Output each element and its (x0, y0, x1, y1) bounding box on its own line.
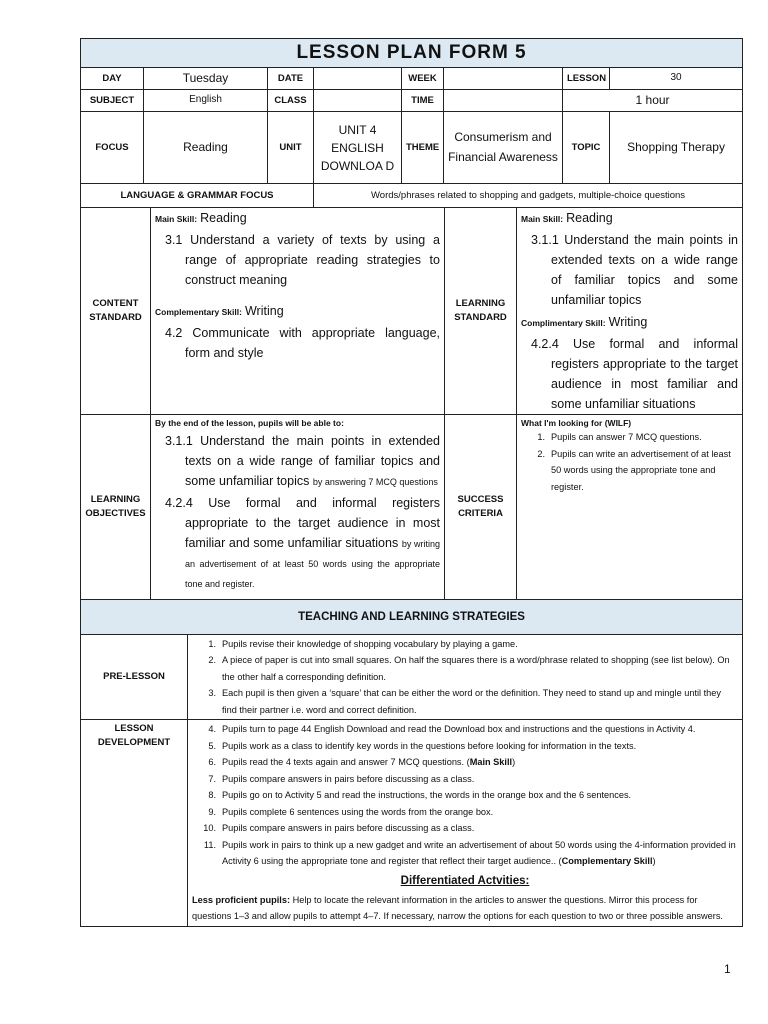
wilf-step-number: 2. (537, 448, 545, 459)
cs-main-skill-label: Main Skill: (155, 214, 198, 224)
development-step-number: 10. (203, 823, 216, 834)
time-label: TIME (402, 90, 444, 112)
development-step-text: Pupils complete 6 sentences using the words from the orange box. (222, 806, 494, 817)
development-step-text: Pupils work in pairs to think up a new gadget and write an advertisement of about 50 words using the 4-information provided in Activity 6 using the appropriate tone and register that reflect their target audience.. ( (222, 839, 736, 867)
development-step-text: Pupils compare answers in pairs before discussing as a class. (222, 773, 475, 784)
subject-label: SUBJECT (81, 90, 144, 112)
learning-standard-cell (517, 208, 743, 415)
development-step (192, 820, 738, 837)
topic-value: Shopping Therapy (610, 112, 743, 184)
week-label: WEEK (402, 68, 444, 90)
wilf-step-number: 1. (537, 432, 545, 443)
strategies-title: TEACHING AND LEARNING STRATEGIES (81, 599, 743, 634)
development-step-text: Pupils read the 4 texts again and answer 7 MCQ questions. ( (222, 757, 470, 768)
page-number: 1 (724, 962, 731, 976)
ls-main-item: 3.1.1 Understand the main points in extended texts on a wide range of familiar topics and some unfamiliar topics (531, 232, 738, 307)
pre-lesson-step-text: Pupils revise their knowledge of shopping vocabulary by playing a game. (222, 638, 518, 649)
development-step-skill: Main Skill (469, 757, 513, 768)
lang-focus-value: Words/phrases related to shopping and gadgets, multiple-choice questions (314, 184, 743, 208)
focus-label: FOCUS (81, 112, 144, 184)
cs-comp-skill-label: Complementary Skill: (155, 306, 242, 317)
lesson-development-cell (188, 720, 743, 926)
cs-main-skill: Reading (200, 211, 247, 225)
unit-label: UNIT (268, 112, 314, 184)
success-criteria-label: SUCCESS CRITERIA (445, 414, 517, 599)
pre-lesson-label: PRE-LESSON (81, 634, 188, 720)
date-label: DATE (268, 68, 314, 90)
diff-text (192, 892, 738, 925)
class-label: CLASS (268, 90, 314, 112)
development-step-number: 5. (208, 740, 216, 751)
content-standard-label: CONTENT STANDARD (81, 208, 151, 415)
pre-lesson-step (192, 636, 738, 653)
lesson-label: LESSON (563, 68, 610, 90)
theme-label: THEME (402, 112, 444, 184)
development-step-text: Pupils go on to Activity 5 and read the instructions, the words in the orange box and the 6 sentences. (222, 790, 632, 801)
sc-intro: What I'm looking for (WILF) (521, 417, 632, 428)
lesson-value: 30 (610, 68, 743, 90)
day-value: Tuesday (144, 68, 268, 90)
development-step-number: 6. (208, 757, 216, 768)
week-value (444, 68, 563, 90)
lang-focus-label: LANGUAGE & GRAMMAR FOCUS (81, 184, 314, 208)
theme-value: Consumerism and Financial Awareness (444, 112, 563, 184)
development-step (192, 771, 738, 788)
development-step-number: 11. (203, 839, 216, 850)
lo-item-2-detail: by writing an advertisement of at least 50 words using the appropriate tone and register. (185, 539, 440, 590)
development-step (192, 721, 738, 738)
cs-comp-skill: Writing (244, 303, 284, 318)
time-value: 1 hour (563, 90, 743, 112)
learning-objectives-cell (151, 414, 445, 599)
learning-standard-label: LEARNING STANDARD (445, 208, 517, 415)
development-step-number: 7. (208, 773, 216, 784)
date-value (314, 68, 402, 90)
cs-main-item: 3.1 Understand a variety of texts by using a range of appropriate reading strategies to construct meaning (165, 232, 440, 287)
development-step-text: Pupils compare answers in pairs before discussing as a class. (222, 823, 475, 834)
development-step-number: 4. (208, 724, 216, 735)
lo-item-1-detail: by answering 7 MCQ questions (312, 477, 438, 488)
development-step (192, 738, 738, 755)
cs-comp-item: 4.2 Communicate with appropriate language, form and style (165, 325, 440, 360)
header-table (80, 38, 743, 208)
day-label: DAY (81, 68, 144, 90)
development-step-number: 8. (208, 790, 216, 801)
development-step-text: Pupils turn to page 44 English Download and read the Download box and instructions and the questions in Activity 4. (222, 724, 696, 735)
ls-main-skill-label: Main Skill: (521, 214, 564, 224)
pre-lesson-steps (192, 636, 738, 719)
lesson-plan-form (80, 38, 742, 927)
pre-lesson-cell (188, 634, 743, 720)
topic-label: TOPIC (563, 112, 610, 184)
development-step (192, 804, 738, 821)
ls-comp-item: 4.2.4 Use formal and informal registers appropriate to the target audience in most familiar and some unfamiliar situations (531, 336, 738, 411)
lesson-development-label: LESSON DEVELOPMENT (81, 720, 188, 926)
diff-body: Help to locate the relevant information in the articles to answer the questions. Mirror this process for questions 1–3 and allow pupils to attempt 4–7. If necessary, narrow the options for each question to two or three possible answers. (192, 894, 723, 922)
diff-label: Less proficient pupils: (192, 894, 291, 905)
wilf-step-text: Pupils can write an advertisement of at least 50 words using the appropriate tone and register. (551, 448, 731, 492)
lo-item-1: 3.1.1 Understand the main points in extended texts on a wide range of familiar topics and some unfamiliar topics by answering 7 MCQ questions (165, 434, 440, 489)
success-criteria-cell (517, 414, 743, 599)
class-value (314, 90, 402, 112)
unit-value: UNIT 4 ENGLISH DOWNLOA D (314, 112, 402, 184)
ls-comp-skill-label: Complimentary Skill: (521, 317, 606, 328)
diff-title: Differentiated Actvities: (400, 874, 530, 887)
development-step: 11. Pupils work in pairs to think up a new gadget and write an advertisement of about 50 words using the 4-information provided in Activity 6 using the appropriate tone and register that reflect their target audience.. (Complementary Skill) (192, 837, 738, 870)
strategies-table (80, 599, 743, 927)
wilf-step (521, 446, 738, 496)
time-value-spacer (444, 90, 563, 112)
pre-lesson-step-number: 3. (208, 688, 216, 699)
development-step-skill: Complementary Skill (561, 856, 653, 867)
pre-lesson-step-text: Each pupil is then given a ‘square’ that can be either the word or the definition. They need to stand up and mingle until they find their partner i.e. word and correct definition. (222, 688, 721, 715)
page-title: LESSON PLAN FORM 5 (81, 39, 743, 68)
standards-table (80, 207, 743, 600)
wilf-step (521, 429, 738, 446)
pre-lesson-step (192, 652, 738, 685)
development-step-number: 9. (208, 806, 216, 817)
pre-lesson-step-number: 1. (208, 638, 216, 649)
focus-value: Reading (144, 112, 268, 184)
lo-intro: By the end of the lesson, pupils will be able to: (155, 417, 344, 428)
subject-value: English (144, 90, 268, 112)
wilf-list (521, 429, 738, 495)
pre-lesson-step (192, 685, 738, 718)
content-standard-cell (151, 208, 445, 415)
ls-main-skill: Reading (566, 211, 613, 225)
ls-comp-skill: Writing (608, 314, 648, 329)
lesson-development-steps (192, 721, 738, 870)
pre-lesson-step-number: 2. (208, 655, 216, 666)
development-step-text: Pupils work as a class to identify key words in the questions before looking for information in the texts. (222, 740, 637, 751)
pre-lesson-step-text: A piece of paper is cut into small squares. On half the squares there is a word/phrase related to shopping (see list below). On the other half a corresponding definition. (222, 655, 730, 682)
wilf-step-text: Pupils can answer 7 MCQ questions. (551, 432, 702, 443)
development-step: 6. Pupils read the 4 texts again and answer 7 MCQ questions. (Main Skill) (192, 754, 738, 771)
lo-item-2: 4.2.4 Use formal and informal registers appropriate to the target audience in most familiar and some unfamiliar situations by writing an advertisement of at least 50 words using the appropriate tone and register. (165, 496, 440, 590)
development-step (192, 787, 738, 804)
learning-objectives-label: LEARNING OBJECTIVES (81, 414, 151, 599)
